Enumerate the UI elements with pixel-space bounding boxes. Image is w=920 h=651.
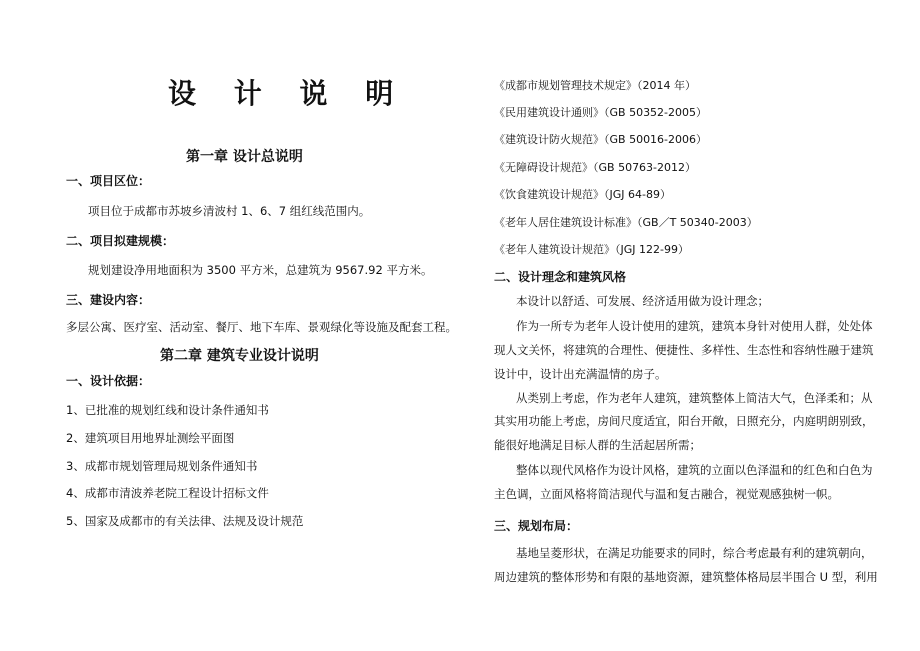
list-item: 5、国家及成都市的有关法律、法规及设计规范 xyxy=(66,514,304,528)
paragraph-line: 基地呈菱形状，在满足功能要求的同时，综合考虑最有利的建筑朝向， xyxy=(516,546,873,560)
reference-item: 《民用建筑设计通则》（GB 50352-2005） xyxy=(494,106,708,119)
reference-item: 《无障碍设计规范》（GB 50763-2012） xyxy=(494,161,697,174)
paragraph-line: 作为一所专为老年人设计使用的建筑，建筑本身针对使用人群，处处体 xyxy=(516,319,873,333)
design-concept-heading: 二、设计理念和建筑风格 xyxy=(494,270,627,284)
list-item: 4、成都市清波养老院工程设计招标文件 xyxy=(66,486,269,500)
planning-layout-heading: 三、规划布局： xyxy=(494,519,579,533)
reference-item: 《老年人建筑设计规范》（JGJ 122-99） xyxy=(494,243,689,256)
section-scale-heading: 二、项目拟建规模： xyxy=(66,234,175,248)
design-basis-heading: 一、设计依据： xyxy=(66,374,151,388)
paragraph-line: 主色调，立面风格将简洁现代与温和复古融合，视觉观感独树一帜。 xyxy=(494,487,839,501)
reference-item: 《老年人居住建筑设计标准》（GB／T 50340-2003） xyxy=(494,216,758,229)
paragraph-line: 本设计以舒适、可发展、经济适用做为设计理念； xyxy=(516,294,769,308)
paragraph-line: 现人文关怀，将建筑的合理性、便捷性、多样性、生态性和容纳性融于建筑 xyxy=(494,343,874,357)
paragraph-line: 能很好地满足目标人群的生活起居所需； xyxy=(494,438,701,452)
paragraph-line: 整体以现代风格作为设计风格，建筑的立面以色泽温和的红色和白色为 xyxy=(516,463,873,477)
document-title: 设 计 说 明 xyxy=(168,77,408,110)
paragraph-line: 周边建筑的整体形势和有限的基地资源，建筑整体格局层半围合 U 型，利用 xyxy=(494,570,878,584)
section-content-heading: 三、建设内容： xyxy=(66,293,151,307)
section-content-text: 多层公寓、医疗室、活动室、餐厅、地下车库、景观绿化等设施及配套工程。 xyxy=(66,320,457,334)
section-location-text: 项目位于成都市苏坡乡清波村 1、6、7 组红线范围内。 xyxy=(88,204,371,218)
paragraph-line: 其实用功能上考虑，房间尺度适宜，阳台开敞，日照充分，内庭明朗别致， xyxy=(494,414,874,428)
list-item: 2、建筑项目用地界址测绘平面图 xyxy=(66,431,235,445)
paragraph-line: 设计中，设计出充满温情的房子。 xyxy=(494,367,667,381)
list-item: 3、成都市规划管理局规划条件通知书 xyxy=(66,459,258,473)
chapter1-heading: 第一章 设计总说明 xyxy=(186,149,303,165)
section-scale-text: 规划建设净用地面积为 3500 平方米，总建筑为 9567.92 平方米。 xyxy=(88,263,433,277)
reference-item: 《成都市规划管理技术规定》（2014 年） xyxy=(494,79,696,92)
section-location-heading: 一、项目区位： xyxy=(66,174,151,188)
chapter2-heading: 第二章 建筑专业设计说明 xyxy=(160,348,319,364)
reference-item: 《建筑设计防火规范》（GB 50016-2006） xyxy=(494,133,708,146)
reference-item: 《饮食建筑设计规范》（JGJ 64-89） xyxy=(494,188,671,201)
list-item: 1、已批准的规划红线和设计条件通知书 xyxy=(66,403,269,417)
paragraph-line: 从类别上考虑，作为老年人建筑，建筑整体上简洁大气，色泽柔和；从 xyxy=(516,391,873,405)
